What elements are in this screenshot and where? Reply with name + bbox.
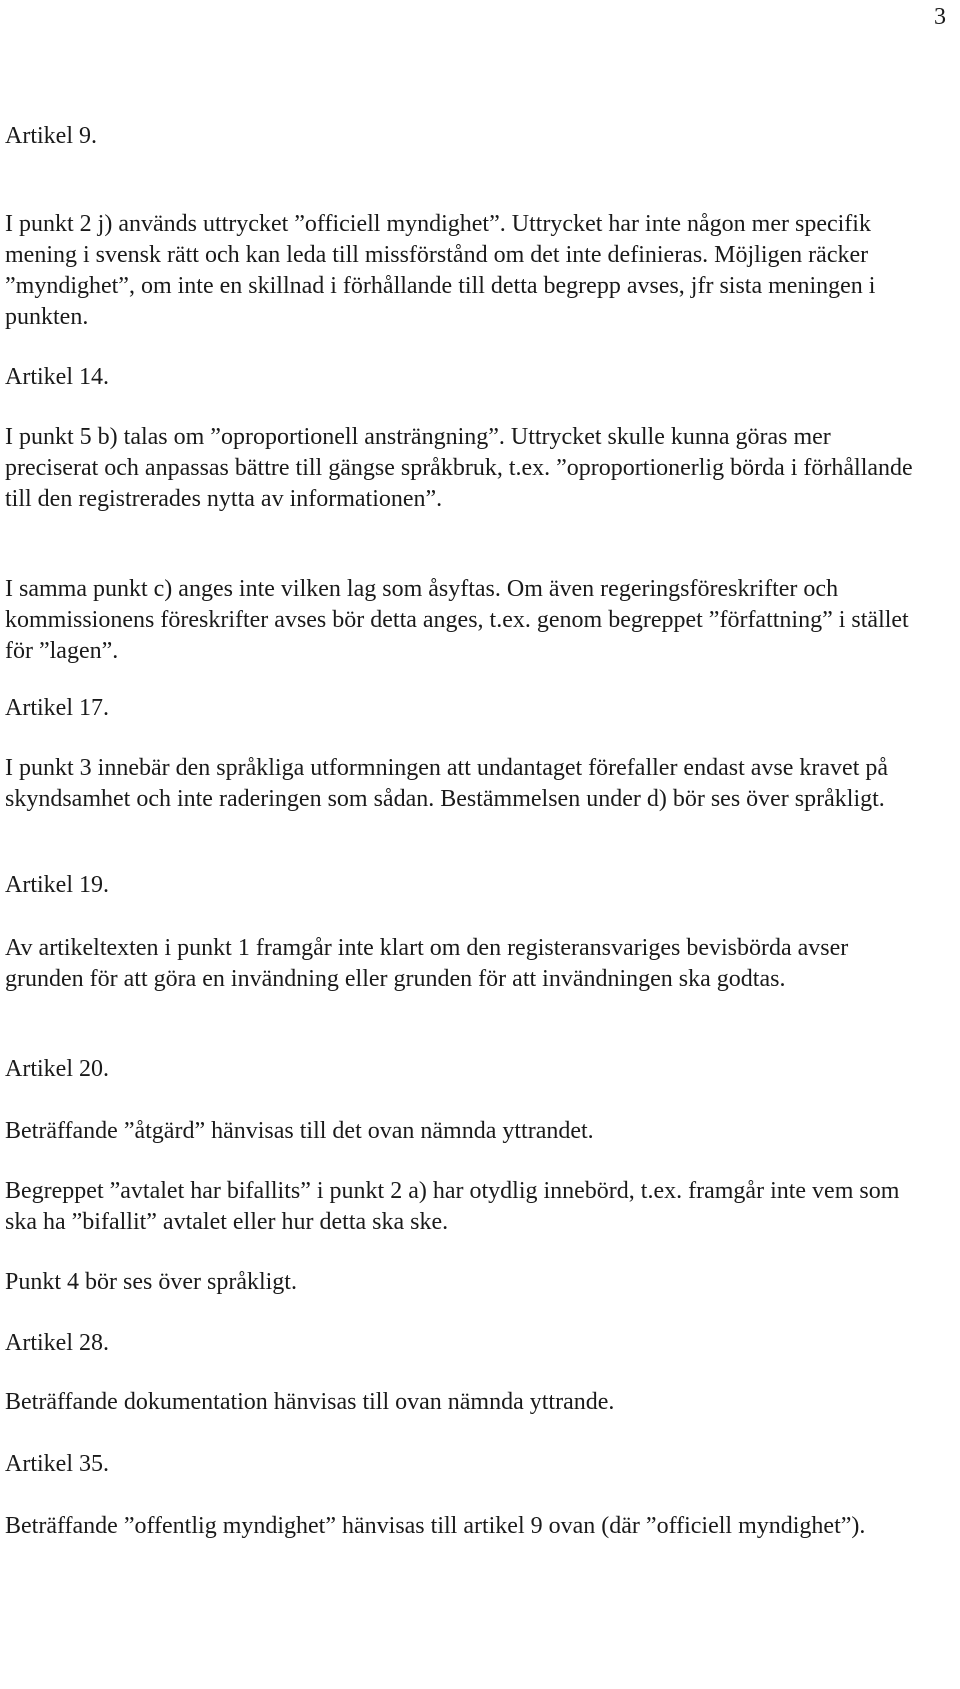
article-35-heading: Artikel 35.	[5, 1451, 109, 1477]
article-9-heading: Artikel 9.	[5, 123, 97, 149]
article-14-heading: Artikel 14.	[5, 364, 109, 390]
article-14-paragraph-2: I samma punkt c) anges inte vilken lag som åsyftas. Om även regeringsföreskrifter och kommissionens föreskrifter avses bör detta anges, t.ex. genom begreppet ”författning” i stället för ”lagen”.	[5, 576, 909, 664]
article-28-heading: Artikel 28.	[5, 1330, 109, 1356]
article-17-paragraph: I punkt 3 innebär den språkliga utformningen att undantaget förefaller endast avse kravet på skyndsamhet och inte raderingen som sådan. Bestämmelsen under d) bör ses över språkligt.	[5, 755, 889, 812]
article-20-heading: Artikel 20.	[5, 1056, 109, 1082]
page-number: 3	[934, 4, 946, 30]
article-28-paragraph: Beträffande dokumentation hänvisas till ovan nämnda yttrande.	[5, 1389, 615, 1415]
article-20-paragraph-2: Begreppet ”avtalet har bifallits” i punkt 2 a) har otydlig innebörd, t.ex. framgår inte vem som ska ha ”bifallit” avtalet eller hur detta ska ske.	[5, 1178, 900, 1235]
article-14-paragraph-1: I punkt 5 b) talas om ”oproportionell ansträngning”. Uttrycket skulle kunna göras mer preciserat och anpassas bättre till gängse språkbruk, t.ex. ”oproportionerlig börda i förhållande till den registrerades nytta av informationen”.	[5, 424, 913, 512]
article-35-paragraph: Beträffande ”offentlig myndighet” hänvisas till artikel 9 ovan (där ”officiell myndighet”).	[5, 1513, 866, 1539]
article-19-heading: Artikel 19.	[5, 872, 109, 898]
article-17-heading: Artikel 17.	[5, 695, 109, 721]
article-9-paragraph: I punkt 2 j) används uttrycket ”officiell myndighet”. Uttrycket har inte någon mer specifik mening i svensk rätt och kan leda till missförstånd om det inte definieras. Möjligen räcker ”myndighet”, om inte en skillnad i förhållande till detta begrepp avses, jfr sista meningen i punkten.	[5, 211, 876, 330]
article-20-paragraph-1: Beträffande ”åtgärd” hänvisas till det ovan nämnda yttrandet.	[5, 1118, 594, 1144]
article-19-paragraph: Av artikeltexten i punkt 1 framgår inte klart om den registeransvariges bevisbörda avser grunden för att göra en invändning eller grunden för att invändningen ska godtas.	[5, 935, 849, 992]
article-20-paragraph-3: Punkt 4 bör ses över språkligt.	[5, 1269, 297, 1295]
